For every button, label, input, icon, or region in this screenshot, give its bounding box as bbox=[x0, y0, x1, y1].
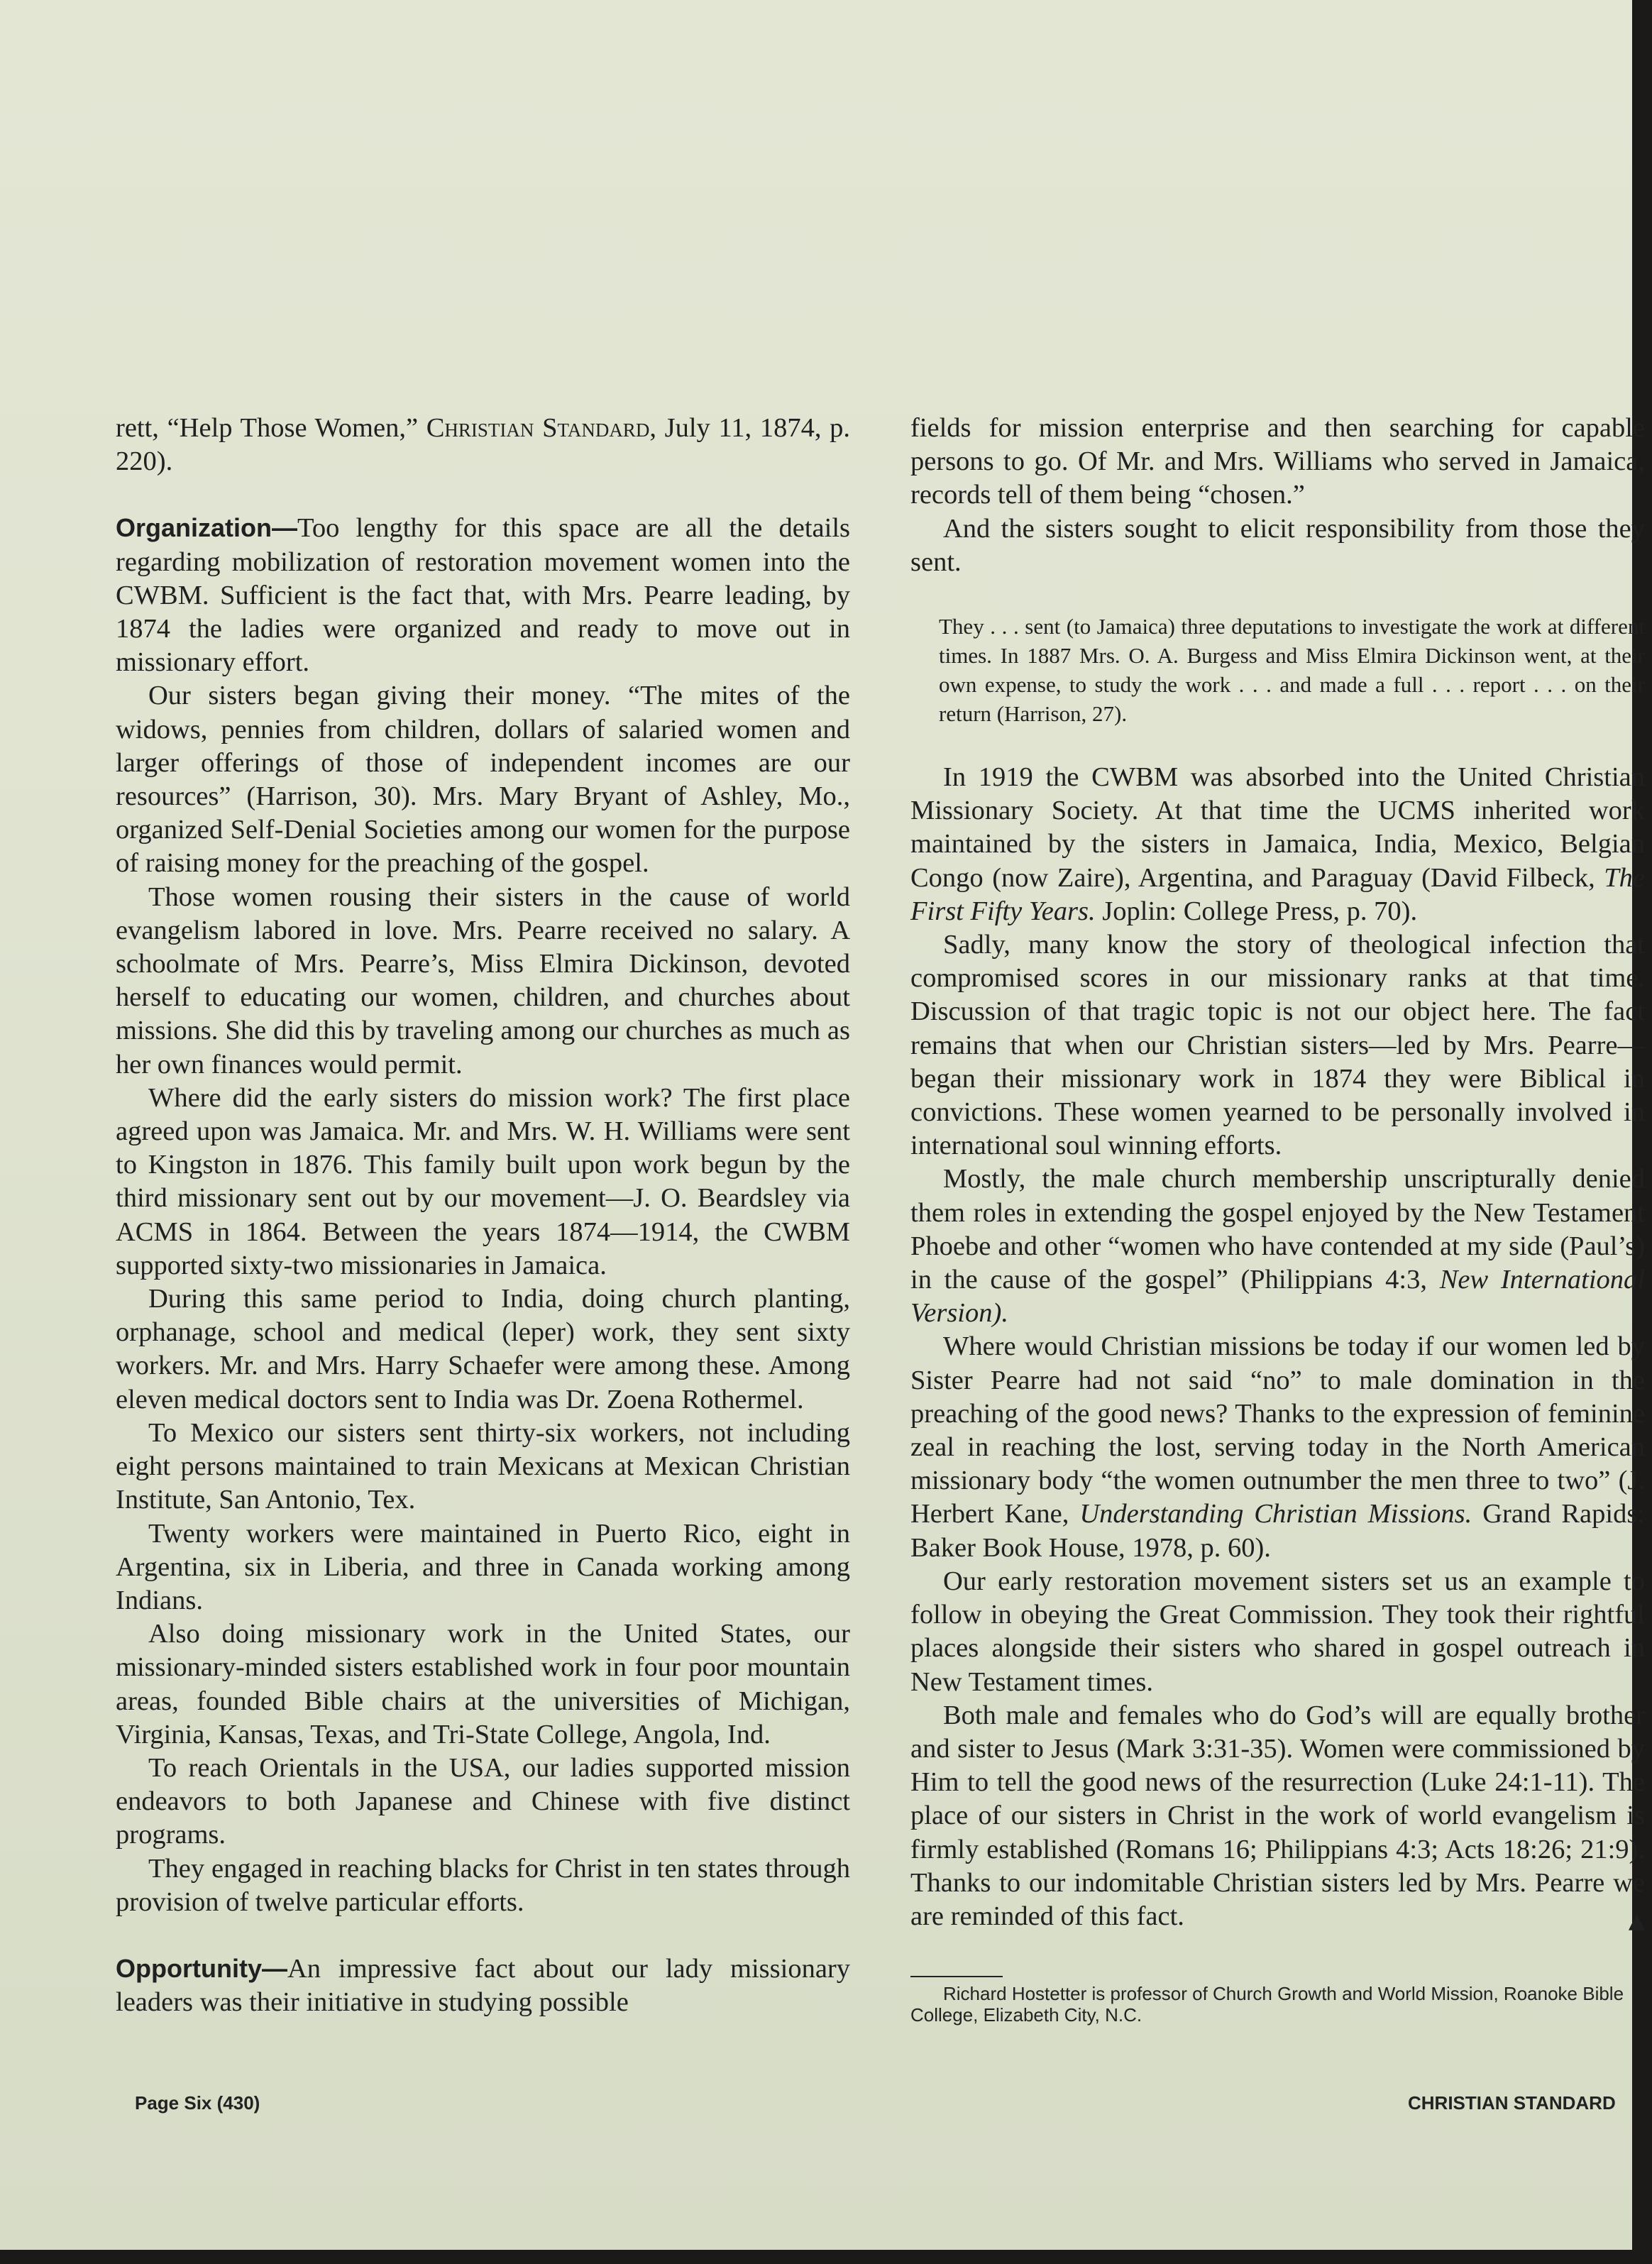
section-opportunity: Opportunity—An impressive fact about our lady missionary leaders was their initiative in studying possible bbox=[116, 1953, 850, 2018]
paragraph: fields for mission enterprise and then searching for capable persons to go. Of Mr. and Mrs. Williams who served in Jamaica, records tell of them being “chosen.” bbox=[910, 413, 1645, 510]
book-title: The First Fifty Years. bbox=[910, 862, 1646, 926]
page-number: Page Six (430) bbox=[135, 2092, 260, 2114]
block-quote: They . . . sent (to Jamaica) three deputations to investigate the work at different times. In 1887 Mrs. O. A. Burgess and Miss Elmira Dickinson went, at their own expense, to study the work . . . and made a full . . . report . . . on their return (Harrison, 27). bbox=[939, 614, 1645, 727]
paragraph: Twenty workers were maintained in Puerto Rico, eight in Argentina, six in Liberia, and three in Canada working among Indians. bbox=[116, 1518, 850, 1615]
paragraph: Where would Christian missions be today if our women led by Sister Pearre had not said “no” to male domination in the preaching of the good news? Thanks to the expression of feminine zeal in reaching the lost, serving today in the North American missionary body “the women outnumber the men three to two” (J. Herbert Kane, Understanding Christian Missions. Grand Rapids: Baker Book House, 1978, p. 60). bbox=[910, 1331, 1646, 1563]
section-heading: Organization— bbox=[116, 513, 298, 543]
paragraph: Both male and females who do God’s will are equally brother and sister to Jesus (Mark 3:31-35). Women were commissioned by Him to tell the good news of the resurrection (Luke 24:1-11). The place of our sisters in Christ in the work of world evangelism is firmly established (Romans 16; Philippians 4:3; Acts 18:26; 21:9). Thanks to our indomitable Christian sisters led by Mrs. Pearre we are reminded of this fact. ▲ bbox=[910, 1699, 1645, 1933]
bible-version: New International Version). bbox=[910, 1265, 1646, 1329]
paragraph: And the sisters sought to elicit responsibility from those they sent. bbox=[910, 513, 1645, 577]
section-organization: Organization—Too lengthy for this space are all the details regarding mobilization of restoration movement women into the CWBM. Sufficient is the fact that, with Mrs. Pearre leading, by 1874 the ladies were organized and ready to move out in missionary effort. bbox=[116, 513, 850, 678]
author-bio: Richard Hostetter is professor of Church Growth and World Mission, Roanoke Bible College, Elizabeth City, N.C. bbox=[910, 1983, 1624, 2026]
book-title: Understanding Christian Missions. bbox=[1079, 1499, 1472, 1529]
paragraph: Our early restoration movement sisters set us an example to follow in obeying the Great Commission. They took their rightful places alongside their sisters who shared in gospel outreach in New Testament times. bbox=[910, 1566, 1645, 1697]
publication-name: CHRISTIAN STANDARD bbox=[1408, 2092, 1616, 2114]
section-heading: Opportunity— bbox=[116, 1953, 287, 1983]
paragraph: To reach Orientals in the USA, our ladies supported mission endeavors to both Japanese and Chinese with five distinct programs. bbox=[116, 1752, 850, 1850]
paragraph: Those women rousing their sisters in the cause of world evangelism labored in love. Mrs. Pearre received no salary. A schoolmate of Mrs. Pearre’s, Miss Elmira Dickinson, devoted herself to educating our women, children, and churches about missions. She did this by traveling among our churches as much as her own finances would permit. bbox=[116, 881, 850, 1079]
paragraph: During this same period to India, doing church planting, orphanage, school and medical (leper) work, they sent sixty workers. Mr. and Mrs. Harry Schaefer were among these. Among eleven medical doctors sent to India was Dr. Zoena Rothermel. bbox=[116, 1284, 850, 1414]
paragraph: They engaged in reaching blacks for Christ in ten states through provision of twelve particular efforts. bbox=[116, 1853, 850, 1917]
left-column bbox=[116, 412, 850, 2019]
paragraph: Where did the early sisters do mission work? The first place agreed upon was Jamaica. Mr. and Mrs. W. H. Williams were sent to Kingston in 1876. This family built upon work begun by the third missionary sent out by our movement—J. O. Beardsley via ACMS in 1864. Between the years 1874—1914, the CWBM supported sixty-two missionaries in Jamaica. bbox=[116, 1082, 850, 1280]
paragraph: Also doing missionary work in the United States, our missionary-minded sisters established work in four poor mountain areas, founded Bible chairs at the universities of Michigan, Virginia, Kansas, Texas, and Tri-State College, Angola, Ind. bbox=[116, 1619, 850, 1749]
divider bbox=[910, 1976, 1003, 1977]
paragraph: To Mexico our sisters sent thirty-six workers, not including eight persons maintained to train Mexicans at Mexican Christian Institute, San Antonio, Tex. bbox=[116, 1417, 850, 1515]
paragraph: Our sisters began giving their money. “The mites of the widows, pennies from children, dollars of salaried women and larger offerings of those of independent incomes are our resources” (Harrison, 30). Mrs. Mary Bryant of Ashley, Mo., organized Self-Denial Societies among our women for the purpose of raising money for the preaching of the gospel. bbox=[116, 681, 850, 879]
source-title: Christian Standard, bbox=[426, 413, 656, 443]
paragraph: In 1919 the CWBM was absorbed into the United Christian Missionary Society. At that time the UCMS inherited work maintained by the sisters in Jamaica, India, Mexico, Belgian Congo (now Zaire), Argentina, and Paraguay (David Filbeck, The First Fifty Years. Joplin: College Press, p. 70). bbox=[910, 762, 1646, 926]
right-column bbox=[910, 412, 1645, 2026]
paragraph: rett, “Help Those Women,” Christian Standard, July 11, 1874, p. 220). bbox=[116, 413, 851, 477]
paragraph: Mostly, the male church membership unscripturally denied them roles in extending the gospel enjoyed by the New Testament Phoebe and other “women who have contended at my side (Paul’s) in the cause of the gospel” (Philippians 4:3, New International Version). bbox=[910, 1164, 1646, 1329]
paragraph: Sadly, many know the story of theological infection that compromised scores in our missionary ranks at that time. Discussion of that tragic topic is not our object here. The fact remains that when our Christian sisters—led by Mrs. Pearre—began their missionary work in 1874 they were Biblical in convictions. These women yearned to be personally involved in international soul winning efforts. bbox=[910, 930, 1645, 1161]
end-triangle-icon: ▲ bbox=[1628, 1908, 1645, 1933]
